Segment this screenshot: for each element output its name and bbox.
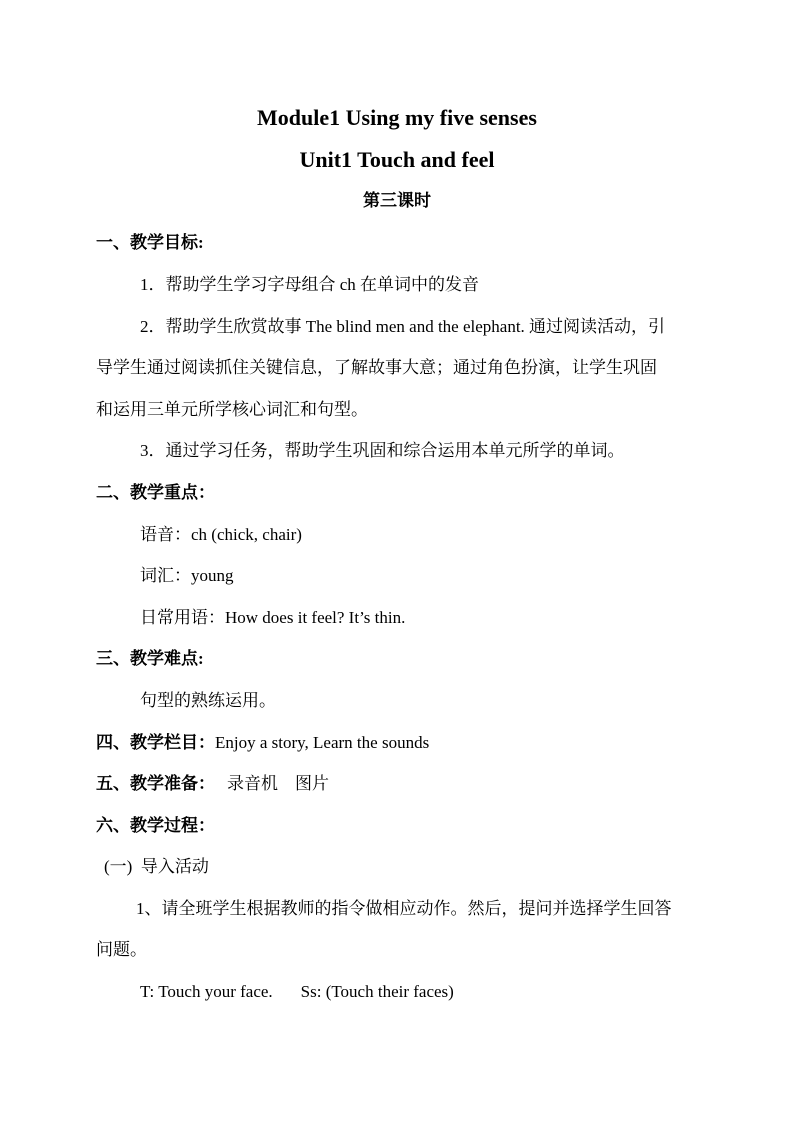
unit-title: Unit1 Touch and feel bbox=[299, 147, 495, 172]
process-step-1-line-1: 1、请全班学生根据教师的指令做相应动作。然后，提问并选择学生回答 bbox=[136, 899, 672, 918]
section-heading-process: 六、教学过程： bbox=[96, 816, 215, 835]
section-program bbox=[96, 732, 429, 754]
section-heading-program: 四、教学栏目： bbox=[96, 733, 215, 752]
process-subsection-1: (一) 导入活动 bbox=[104, 857, 209, 876]
key-point-vocabulary: 词汇：young bbox=[140, 566, 234, 585]
preparation-content: 录音机 图片 bbox=[227, 774, 329, 793]
objective-item-2-line-2: 导学生通过阅读抓住关键信息，了解故事大意；通过角色扮演，让学生巩固 bbox=[96, 358, 657, 377]
dialogue-line bbox=[140, 981, 454, 1003]
key-point-daily-expressions: 日常用语：How does it feel? It’s thin. bbox=[140, 608, 406, 627]
document-title: Module1 Using my five senses bbox=[257, 105, 537, 130]
section-heading-difficulties: 三、教学难点: bbox=[96, 649, 204, 668]
dialogue-teacher: T: Touch your face. bbox=[140, 982, 273, 1001]
process-step-1-line-2: 问题。 bbox=[96, 940, 147, 959]
key-point-phonics: 语音：ch (chick, chair) bbox=[140, 525, 302, 544]
objective-item-1: 1．帮助学生学习字母组合 ch 在单词中的发音 bbox=[140, 275, 480, 294]
section-heading-preparation: 五、教学准备： bbox=[96, 774, 215, 793]
objective-item-3: 3．通过学习任务，帮助学生巩固和综合运用本单元所学的单词。 bbox=[140, 441, 625, 460]
section-preparation bbox=[96, 773, 329, 795]
objective-item-2-line-3: 和运用三单元所学核心词汇和句型。 bbox=[96, 400, 368, 419]
program-content: Enjoy a story, Learn the sounds bbox=[215, 733, 430, 752]
objective-item-2-line-1: 2．帮助学生欣赏故事 The blind men and the elephant. 通过阅读活动，引 bbox=[140, 317, 666, 336]
difficulty-content: 句型的熟练运用。 bbox=[140, 691, 276, 710]
section-heading-key-points: 二、教学重点： bbox=[96, 483, 215, 502]
lesson-label: 第三课时 bbox=[363, 191, 431, 210]
dialogue-students: Ss: (Touch their faces) bbox=[300, 982, 454, 1001]
section-heading-objectives: 一、教学目标: bbox=[96, 233, 204, 252]
